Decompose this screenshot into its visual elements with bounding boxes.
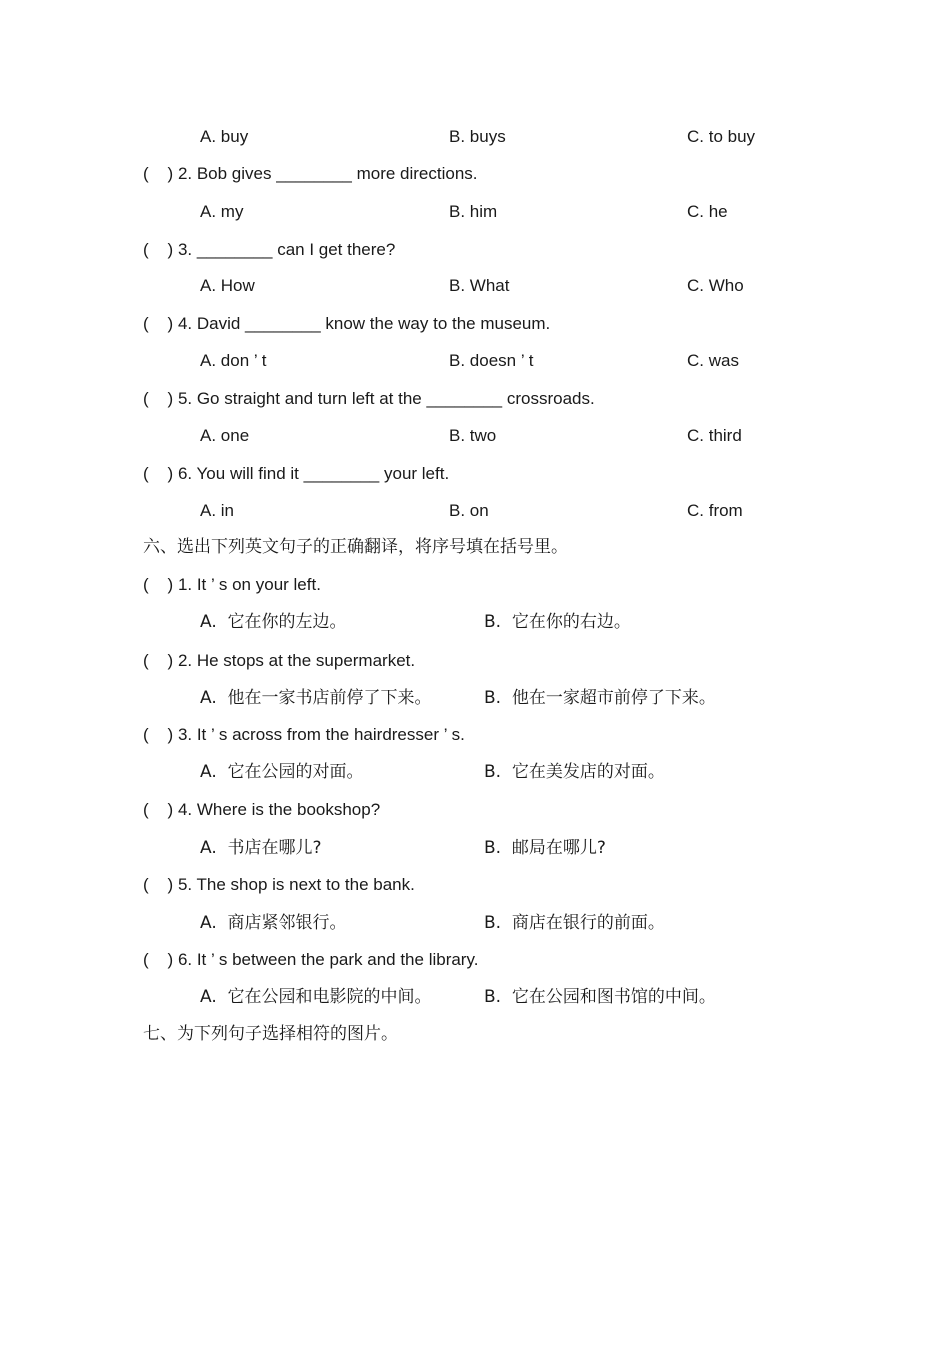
s5-q3-option-c: C. Who <box>687 276 744 295</box>
s5-q2-option-a: A. my <box>200 202 244 221</box>
section6-heading: 六、选出下列英文句子的正确翻译，将序号填在括号里。 <box>143 537 568 557</box>
s6-q3-option-b: B. 它在美发店的对面。 <box>484 762 665 782</box>
s5-q3-option-b: B. What <box>449 276 510 295</box>
s5-q2-text: ( ) 2. Bob gives ________ more directions. <box>143 164 478 183</box>
s5-q6-text: ( ) 6. You will find it ________ your left. <box>143 464 450 483</box>
s5-q4-text: ( ) 4. David ________ know the way to the museum. <box>143 314 551 333</box>
s5-q6-option-c: C. from <box>687 501 743 520</box>
s5-q5-option-a: A. one <box>200 426 250 445</box>
s5-q6-option-a: A. in <box>200 501 235 520</box>
s5-q5-option-b: B. two <box>449 426 497 445</box>
s5-q5-option-c: C. third <box>687 426 742 445</box>
s6-q1-option-a: A. 它在你的左边。 <box>200 612 347 632</box>
s5-q4-option-a: A. don ’ t <box>200 351 267 370</box>
s6-q6-option-a: A. 它在公园和电影院的中间。 <box>200 987 432 1007</box>
s5-q2-option-b: B. him <box>449 202 498 221</box>
s6-q1-option-b: B. 它在你的右边。 <box>484 612 631 632</box>
s6-q2-option-a: A. 他在一家书店前停了下来。 <box>200 688 432 708</box>
s6-q4-option-a: A. 书店在哪儿? <box>200 838 322 858</box>
s6-q1-text: ( ) 1. It ’ s on your left. <box>143 575 321 594</box>
s6-q6-option-b: B. 它在公园和图书馆的中间。 <box>484 987 716 1007</box>
s5-q1-option-c: C. to buy <box>687 127 756 146</box>
s5-q6-option-b: B. on <box>449 501 489 520</box>
s6-q4-text: ( ) 4. Where is the bookshop? <box>143 800 381 819</box>
s6-q6-text: ( ) 6. It ’ s between the park and the library. <box>143 950 479 969</box>
s6-q5-text: ( ) 5. The shop is next to the bank. <box>143 875 415 894</box>
s5-q5-text: ( ) 5. Go straight and turn left at the ________ crossroads. <box>143 389 595 408</box>
s6-q2-text: ( ) 2. He stops at the supermarket. <box>143 651 416 670</box>
s5-q3-text: ( ) 3. ________ can I get there? <box>143 240 396 259</box>
s6-q2-option-b: B. 他在一家超市前停了下来。 <box>484 688 716 708</box>
s6-q5-option-a: A. 商店紧邻银行。 <box>200 913 347 933</box>
s5-q3-option-a: A. How <box>200 276 255 295</box>
s6-q4-option-b: B. 邮局在哪儿? <box>484 838 606 858</box>
s5-q1-option-a: A. buy <box>200 127 249 146</box>
s5-q2-option-c: C. he <box>687 202 728 221</box>
s5-q4-option-b: B. doesn ’ t <box>449 351 534 370</box>
s5-q1-option-b: B. buys <box>449 127 506 146</box>
s5-q4-option-c: C. was <box>687 351 739 370</box>
s6-q3-text: ( ) 3. It ’ s across from the hairdresser ’ s. <box>143 725 465 744</box>
section7-heading: 七、为下列句子选择相符的图片。 <box>143 1024 398 1044</box>
s6-q5-option-b: B. 商店在银行的前面。 <box>484 913 665 933</box>
s6-q3-option-a: A. 它在公园的对面。 <box>200 762 364 782</box>
